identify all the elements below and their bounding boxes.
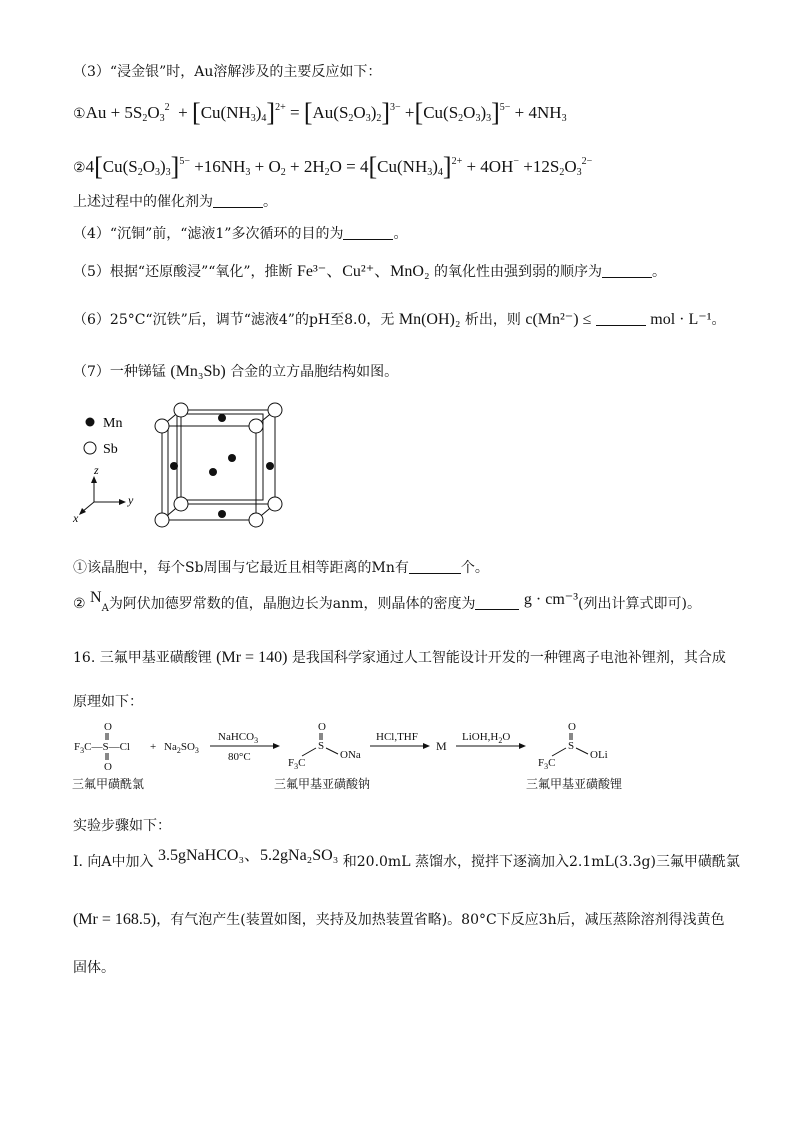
q2-note: (列出计算式即可)。 [578,596,701,612]
eq1-mark: ① [73,107,86,122]
step1-line3: 固体。 [73,960,115,976]
step1-line2 [73,910,725,930]
mn-atom [218,510,226,518]
reagent-3: $LiOH,H_2O$ [462,731,511,745]
answer-blank[interactable] [602,263,652,278]
mn-legend-dot [86,418,95,427]
answer-blank[interactable] [343,225,393,240]
legend-mn: Mn [103,416,123,431]
plus-sign: + [150,741,157,753]
sb-legend-circle [84,442,96,454]
part7-text-b: 合金的立方晶胞结构如图。 [230,364,399,380]
part5-ions: Fe³⁻、Cu²⁺、MnO₂ [297,263,430,280]
eq2-nh3: +16NH [194,157,246,176]
answer-blank[interactable] [213,193,263,208]
step1-b: 和20.0mL 蒸馏水，搅拌下逐滴加入2.1mL(3.3g)三氟甲磺酰氯 [342,854,740,870]
temp-1: 80°C [228,751,251,763]
step1-reagents: 3.5gNaHCO₃、5.2gNa₂SO₃ [158,847,339,864]
eq2-oh: + 4OH [466,157,514,176]
o-label-2: O [318,721,326,733]
s-label-3: S [568,740,575,752]
name-2: 三氟甲基亚磺酸钠 [274,777,371,791]
answer-blank[interactable] [596,311,646,326]
part7-q2: ② $N_A$为阿伏加德罗常数的值，晶胞边长为anm，则晶体的密度为 g · cm⁻³(列出计算式即可)。 [73,589,701,614]
mn-atom [228,454,236,462]
part3-intro: （3）“浸金银”时，Au溶解涉及的主要反应如下： [73,64,382,80]
eq1-cu-s2o3: Cu(S [423,103,459,122]
sb-atom [249,513,263,527]
sb-atom [155,419,169,433]
catalyst-question: 上述过程中的催化剂为 。 [73,194,277,210]
reagent-1: NaHCO$_3$ [218,731,259,745]
name-1: 三氟甲磺酰氯 [72,777,145,791]
y-arrow-icon [119,499,126,505]
q2-unit: g · cm⁻³ [523,591,579,608]
mn-atom [209,468,217,476]
part6-c-mn: c(Mn²⁻) ≤ [525,311,592,328]
answer-blank[interactable] [409,559,461,574]
q16-title-a: 16. 三氟甲基亚磺酸锂 [73,650,212,666]
sb-atom [268,403,282,417]
eq2-coef2: = 4 [346,157,369,176]
steps-title: 实验步骤如下： [73,818,171,834]
eq2-s2o3: +12S [523,157,560,176]
q16-title-b: 是我国科学家通过人工智能设计开发的一种锂离子电池补锂剂，其合成 [291,650,726,666]
na2so3-label: $Na_2SO_3$ [164,741,199,755]
sb-atom [174,497,188,511]
ona-label: ONa [340,749,361,761]
sb-atom [174,403,188,417]
mn-atom [218,414,226,422]
q1-end: 个。 [460,560,489,576]
q2-text: 为阿伏加德罗常数的值，晶胞边长为anm，则晶体的密度为 [108,596,476,612]
q1-text: ①该晶胞中，每个Sb周围与它最近且相等距离的Mn有 [73,560,409,576]
eq1-lhs: Au + 5S [85,103,143,122]
q2-na: N [90,589,102,606]
arrow-icon [273,743,280,749]
step1-mr: (Mr = 168.5) [73,911,157,928]
part7-q1 [73,558,489,578]
part6-mnoh2: Mn(OH)₂ [398,311,461,328]
f3c-label: $F_3C—S—Cl$ [74,741,130,755]
eq1-au-s2o3: Au(S [312,103,349,122]
part7-text: （7）一种锑锰 [73,364,166,380]
part7-intro [73,362,398,382]
eq1-equals: = [289,103,300,122]
step1-a: I. 向A中加入 [73,854,154,870]
eq1-o: O [147,103,160,122]
arrow-icon [519,743,526,749]
part6-text-b: 析出，则 [464,312,521,328]
eq1-cu-nh3: Cu(NH [200,103,251,122]
step1-c: ，有气泡产生(装置如图，夹持及加热装置省略)。80°C下反应3h后，减压蒸除溶剂得浅黄色 [156,912,725,928]
q2-mark: ② [73,596,86,612]
sb-atom [268,497,282,511]
part4-text: （4）“沉铜”前，“滤液1”多次循环的目的为 [73,226,344,242]
oli-label: OLi [590,749,608,761]
step1-line1 [73,847,740,872]
mn-atom [266,462,274,470]
eq2-mark: ② [73,161,86,176]
intermediate-m: M [436,739,447,753]
eq1-plus: + [178,103,188,122]
s-label-2: S [318,740,325,752]
answer-blank[interactable] [475,595,519,610]
reagent-2: HCl,THF [376,731,418,743]
o-label-3: O [568,721,576,733]
part6-text-a: （6）25°C“沉铁”后，调节“滤液4”的pH至8.0，无 [73,312,395,328]
eq1-nh3: + 4NH [514,103,562,122]
reaction-scheme [70,716,710,796]
part5-text-b: 的氧化性由强到弱的顺序为 [433,264,602,280]
q16-mr: (Mr = 140) [216,649,288,666]
part5-text-a: （5）根据“还原酸浸”“氧化”，推断 [73,264,293,280]
part6-question: （6）25°C“沉铁”后，调节“滤液4”的pH至8.0，无 Mn(OH)₂ 析出，则 c(Mn²⁻) ≤ mol · L⁻¹。 [73,311,726,328]
o-bottom-label: O [104,761,112,773]
crystal-cell-diagram [70,398,300,534]
part4-question: （4）“沉铜”前，“滤液1”多次循环的目的为 。 [73,226,408,242]
q16-title [73,648,726,668]
f3c-label-3: $F_3C$ [538,757,556,771]
eq2-o2: + O [254,157,281,176]
f3c-label-2: $F_3C$ [288,757,306,771]
catalyst-text: 上述过程中的催化剂为 [73,194,213,210]
sb-atom [249,419,263,433]
axis-label-z: z [94,463,99,477]
part5-question: （5）根据“还原酸浸”“氧化”，推断 Fe³⁻、Cu²⁺、MnO₂ 的氧化性由强到弱的顺序为 。 [73,263,666,280]
part7-formula: (Mn₃Sb) [170,363,226,380]
eq2-h2o: + 2H [290,157,325,176]
axis-label-y: y [128,493,134,507]
arrow-icon [423,743,430,749]
eq2-coef1: 4 [85,157,95,176]
part6-unit: mol · L⁻¹ [650,311,712,328]
name-3: 三氟甲基亚磺酸锂 [526,777,623,791]
sb-atom [155,513,169,527]
mn-atom [170,462,178,470]
q16-title-c: 原理如下： [73,694,143,710]
equation-2: $②4[Cu(S_2O_3)_3]^{5-} +16NH_3 + O_2 + 2H_2O = 4[Cu(NH_3)_4]^{2+} + 4OH^- +12S_2O_3^{2-}$ [73,152,593,181]
axis-label-x: x [73,511,79,525]
z-arrow-icon [91,476,97,483]
equation-1: ①Au + $5S_2O_3^2 + [Cu(NH_3)_4]^{2+} = [Au(S_2O_3)_2]^{3-} +[Cu(S_2O_3)_3]^{5-} + 4NH_3$ [73,98,567,127]
legend-sb: Sb [103,442,118,457]
o-top-label: O [104,721,112,733]
